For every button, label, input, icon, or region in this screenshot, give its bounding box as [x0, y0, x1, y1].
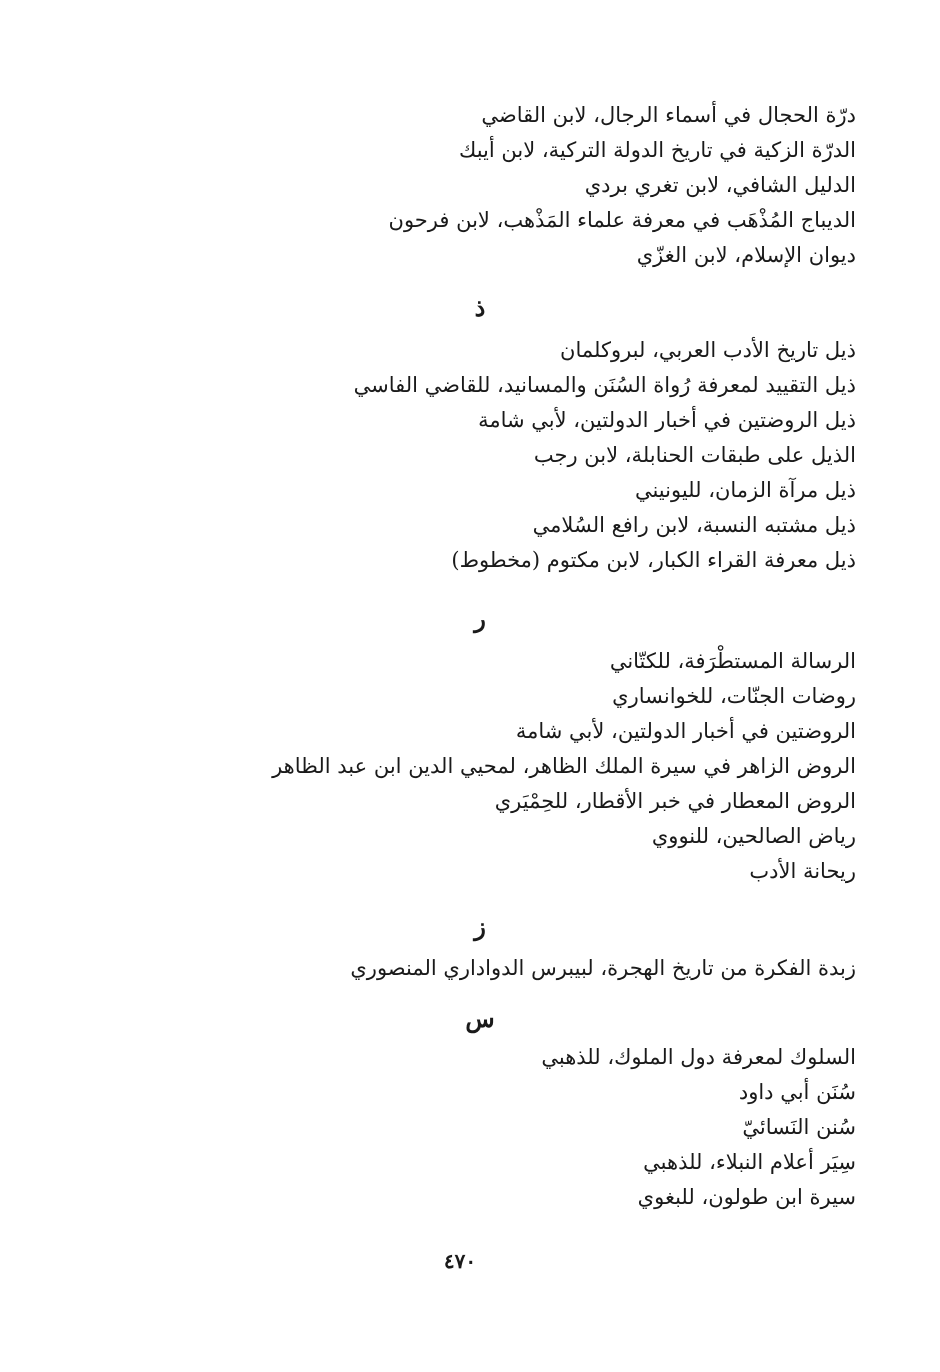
list-item: الذيل على طبقات الحنابلة، لابن رجب	[533, 443, 856, 467]
list-item: الديباج المُذْهَب في معرفة علماء المَذْهب، لابن فرحون	[388, 208, 856, 232]
list-item: رياض الصالحين، للنووي	[651, 824, 856, 848]
section-letter-dhal: ذ	[474, 293, 486, 322]
list-item: الروضتين في أخبار الدولتين، لأبي شامة	[515, 719, 856, 743]
list-item: ذيل تاريخ الأدب العربي، لبروكلمان	[560, 338, 856, 362]
section-letter-zay: ز	[474, 912, 486, 941]
list-item: ذيل الروضتين في أخبار الدولتين، لأبي شامة	[478, 408, 856, 432]
list-item: ذيل التقييد لمعرفة رُواة السُنَن والمسانيد، للقاضي الفاسي	[353, 373, 856, 397]
list-item: سِيَر أعلام النبلاء، للذهبي	[643, 1150, 856, 1174]
section-letter-sin: س	[465, 1004, 495, 1033]
page-number: ٤٧٠	[443, 1249, 477, 1273]
list-item: ريحانة الأدب	[749, 859, 856, 883]
list-item: ذيل معرفة القراء الكبار، لابن مكتوم (مخطوط)	[451, 548, 856, 572]
list-item: الروض المعطار في خبر الأقطار، للحِمْيَري	[494, 789, 856, 813]
list-item: الرسالة المستطْرَفة، للكتّاني	[609, 649, 856, 673]
list-item: السلوك لمعرفة دول الملوك، للذهبي	[541, 1045, 856, 1069]
entry-list-ra	[256, 644, 856, 889]
list-item: روضات الجنّات، للخوانساري	[612, 684, 856, 708]
list-item: ذيل مشتبه النسبة، لابن رافع السُلامي	[532, 513, 856, 537]
list-item: سُنَن أبي داود	[738, 1080, 856, 1104]
list-item: ذيل مرآة الزمان، لليونيني	[634, 478, 856, 502]
list-item: سيرة ابن طولون، للبغوي	[637, 1185, 856, 1209]
list-item: سُنن النَسائيّ	[742, 1115, 856, 1139]
list-item: الروض الزاهر في سيرة الملك الظاهر، لمحيي الدين ابن عبد الظاهر	[272, 754, 856, 778]
list-item: زبدة الفكرة من تاريخ الهجرة، لبيبرس الدواداري المنصوري	[350, 956, 856, 980]
section-letter-ra: ر	[474, 604, 486, 633]
entry-list-dhal	[256, 333, 856, 578]
list-item: الدليل الشافي، لابن تغري بردي	[584, 173, 856, 197]
list-item: درّة الحجال في أسماء الرجال، لابن القاضي	[481, 103, 856, 127]
entry-list-dal	[256, 98, 856, 273]
list-item: ديوان الإسلام، لابن الغزّي	[636, 243, 856, 267]
list-item: الدرّة الزكية في تاريخ الدولة التركية، لابن أيبك	[459, 138, 856, 162]
entry-list-zay	[256, 951, 856, 986]
entry-list-sin	[256, 1040, 856, 1215]
